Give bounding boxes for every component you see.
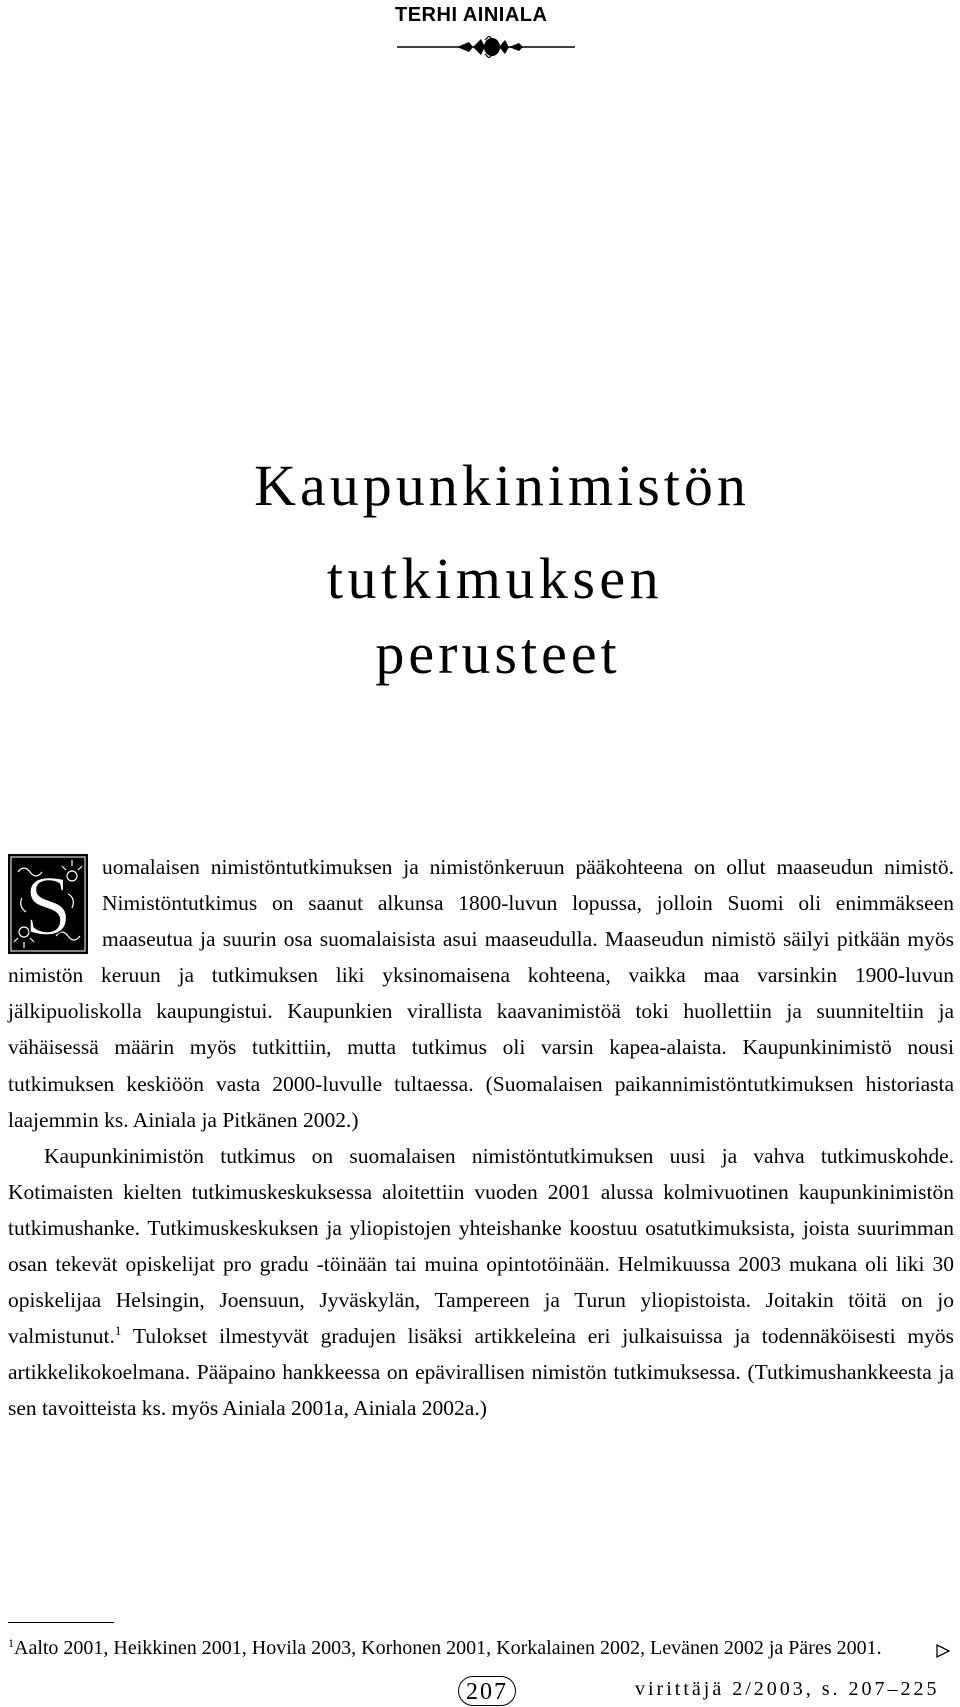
ornamental-initial-s-icon — [8, 854, 88, 954]
fleuron-ornament-icon — [397, 36, 575, 58]
continue-arrow-icon — [935, 1643, 951, 1659]
footnote-reference[interactable]: 1 — [114, 1323, 122, 1339]
footnote-separator — [8, 1622, 114, 1623]
page-number: 207 — [458, 1676, 516, 1706]
paragraph-2-text-b: Tulokset ilmestyvät gradujen lisäksi artikkeleina eri julkaisuissa ja todennäköisesti myös artikkelikokoelmana. Pääpaino hankkeessa on epävirallisen nimistön tutkimuksessa. (Tutkimushankkeesta ja sen tavoitteista ks. myös Ainiala 2001a, Ainiala 2002a.) — [8, 1324, 954, 1421]
paragraph-1 — [8, 849, 954, 1138]
article-title-line-3: perusteet — [375, 621, 621, 686]
paragraph-1-text: uomalaisen nimistöntutkimuksen ja nimistönkeruun pääkohteena on ollut maaseudun nimistö. Nimistöntutkimus on saanut alkunsa 1800-luvun lopussa, jolloin Suomi oli enimmäkseen maaseutua ja suurin osa suomalaisista asui maaseudulla. Maaseudun nimistö säilyi pitkään myös nimistön keruun ja tutkimuksen liki yksinomaisena kohteena, vaikka maa varsinkin 1900-luvun jälkipuoliskolla kaupungistui. Kaupunkien virallista kaavanimistöä toki huollettiin ja suunniteltiin ja vähäisessä määrin myös tutkittiin, mutta tutkimus oli varsin kapea-alaista. Kaupunkinimistö nousi tutkimuksen keskiöön vasta 2000-luvulle tultaessa. (Suomalaisen paikannimistöntutkimuksen historiasta laajemmin ks. Ainiala ja Pitkänen 2002.) — [8, 855, 954, 1132]
footnote-text: Aalto 2001, Heikkinen 2001, Hovila 2003, Korhonen 2001, Korkalainen 2002, Levänen 2002 ja Päres 2001. — [14, 1637, 882, 1659]
footnote-number: 1 — [8, 1636, 14, 1650]
article-title-line-2: tutkimuksen — [326, 546, 664, 611]
article-title-line-1: Kaupunkinimistön — [254, 453, 750, 518]
paragraph-2 — [8, 1138, 954, 1427]
running-header-author: TERHI AINIALA — [395, 4, 548, 26]
article-body — [8, 849, 954, 1427]
dropcap-letter: S — [24, 857, 72, 953]
footnote — [8, 1637, 882, 1660]
paragraph-2-text-a: Kaupunkinimistön tutkimus on suomalaisen nimistöntutkimuksen uusi ja vahva tutkimuskohde. Kotimaisten kielten tutkimuskeskuksessa aloitettiin vuoden 2001 alussa kolmivuotinen kaupunkinimistön tutkimushanke. Tutkimuskeskuksen ja yliopistojen yhteishanke koostuu osatutkimuksista, joista suurimman osan tekevät opiskelijat pro gradu -töinään tai muina opintotöinään. Helmikuussa 2003 mukana oli liki 30 opiskelijaa Helsingin, Joensuun, Jyväskylän, Tampereen ja Turun yliopistoista. Joitakin töitä on jo valmistunut. — [8, 1143, 954, 1349]
journal-citation: virittäjä 2/2003, s. 207–225 — [635, 1678, 940, 1700]
